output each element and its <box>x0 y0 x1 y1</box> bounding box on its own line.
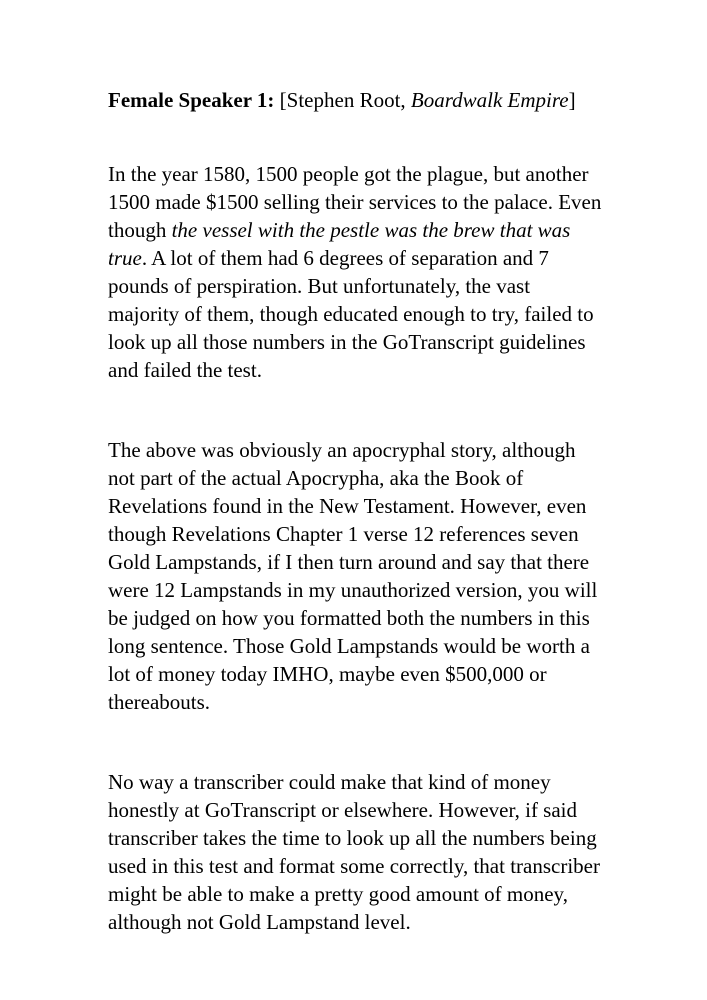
speaker-heading <box>108 86 602 114</box>
speaker-label: Female Speaker 1: <box>108 88 275 112</box>
heading-closing-bracket: ] <box>568 88 576 112</box>
heading-bracket-text: [Stephen Root, <box>274 88 411 112</box>
paragraph-3-segment-1: No way a transcriber could make that kind of money honestly at GoTranscript or elsewhere. However, if said transcriber takes the time to look up all the numbers being used in this test and format some correctly, that transcriber might be able to make a pretty good amount of money, although not Gold Lampstand level. <box>108 770 600 934</box>
paragraph-2-segment-1: The above was obviously an apocryphal story, although not part of the actual Apocrypha, aka the Book of Revelations found in the New Testament. However, even though Revelations Chapter 1 verse 12 references seven Gold Lampstands, if I then turn around and say that there were 12 Lampstands in my unauthorized version, you will be judged on how you formatted both the numbers in this long sentence. Those Gold Lampstands would be worth a lot of money today IMHO, maybe even $500,000 or thereabouts. <box>108 438 598 714</box>
paragraph-2 <box>108 436 602 716</box>
paragraph-1-segment-1: In the year 1580, 1500 people got the plague, but another 1500 made $1500 selling their services to the palace. Even though <box>108 162 602 242</box>
work-title: Boardwalk Empire <box>410 88 569 112</box>
paragraph-3 <box>108 768 602 936</box>
paragraph-1 <box>108 160 602 384</box>
paragraph-1-segment-3: . A lot of them had 6 degrees of separation and 7 pounds of perspiration. But unfortunately, the vast majority of them, though educated enough to try, failed to look up all those numbers in the GoTranscript guidelines and failed the test. <box>108 246 594 382</box>
paragraph-1-segment-2-italic: the vessel with the pestle was the brew that was true <box>108 218 571 270</box>
